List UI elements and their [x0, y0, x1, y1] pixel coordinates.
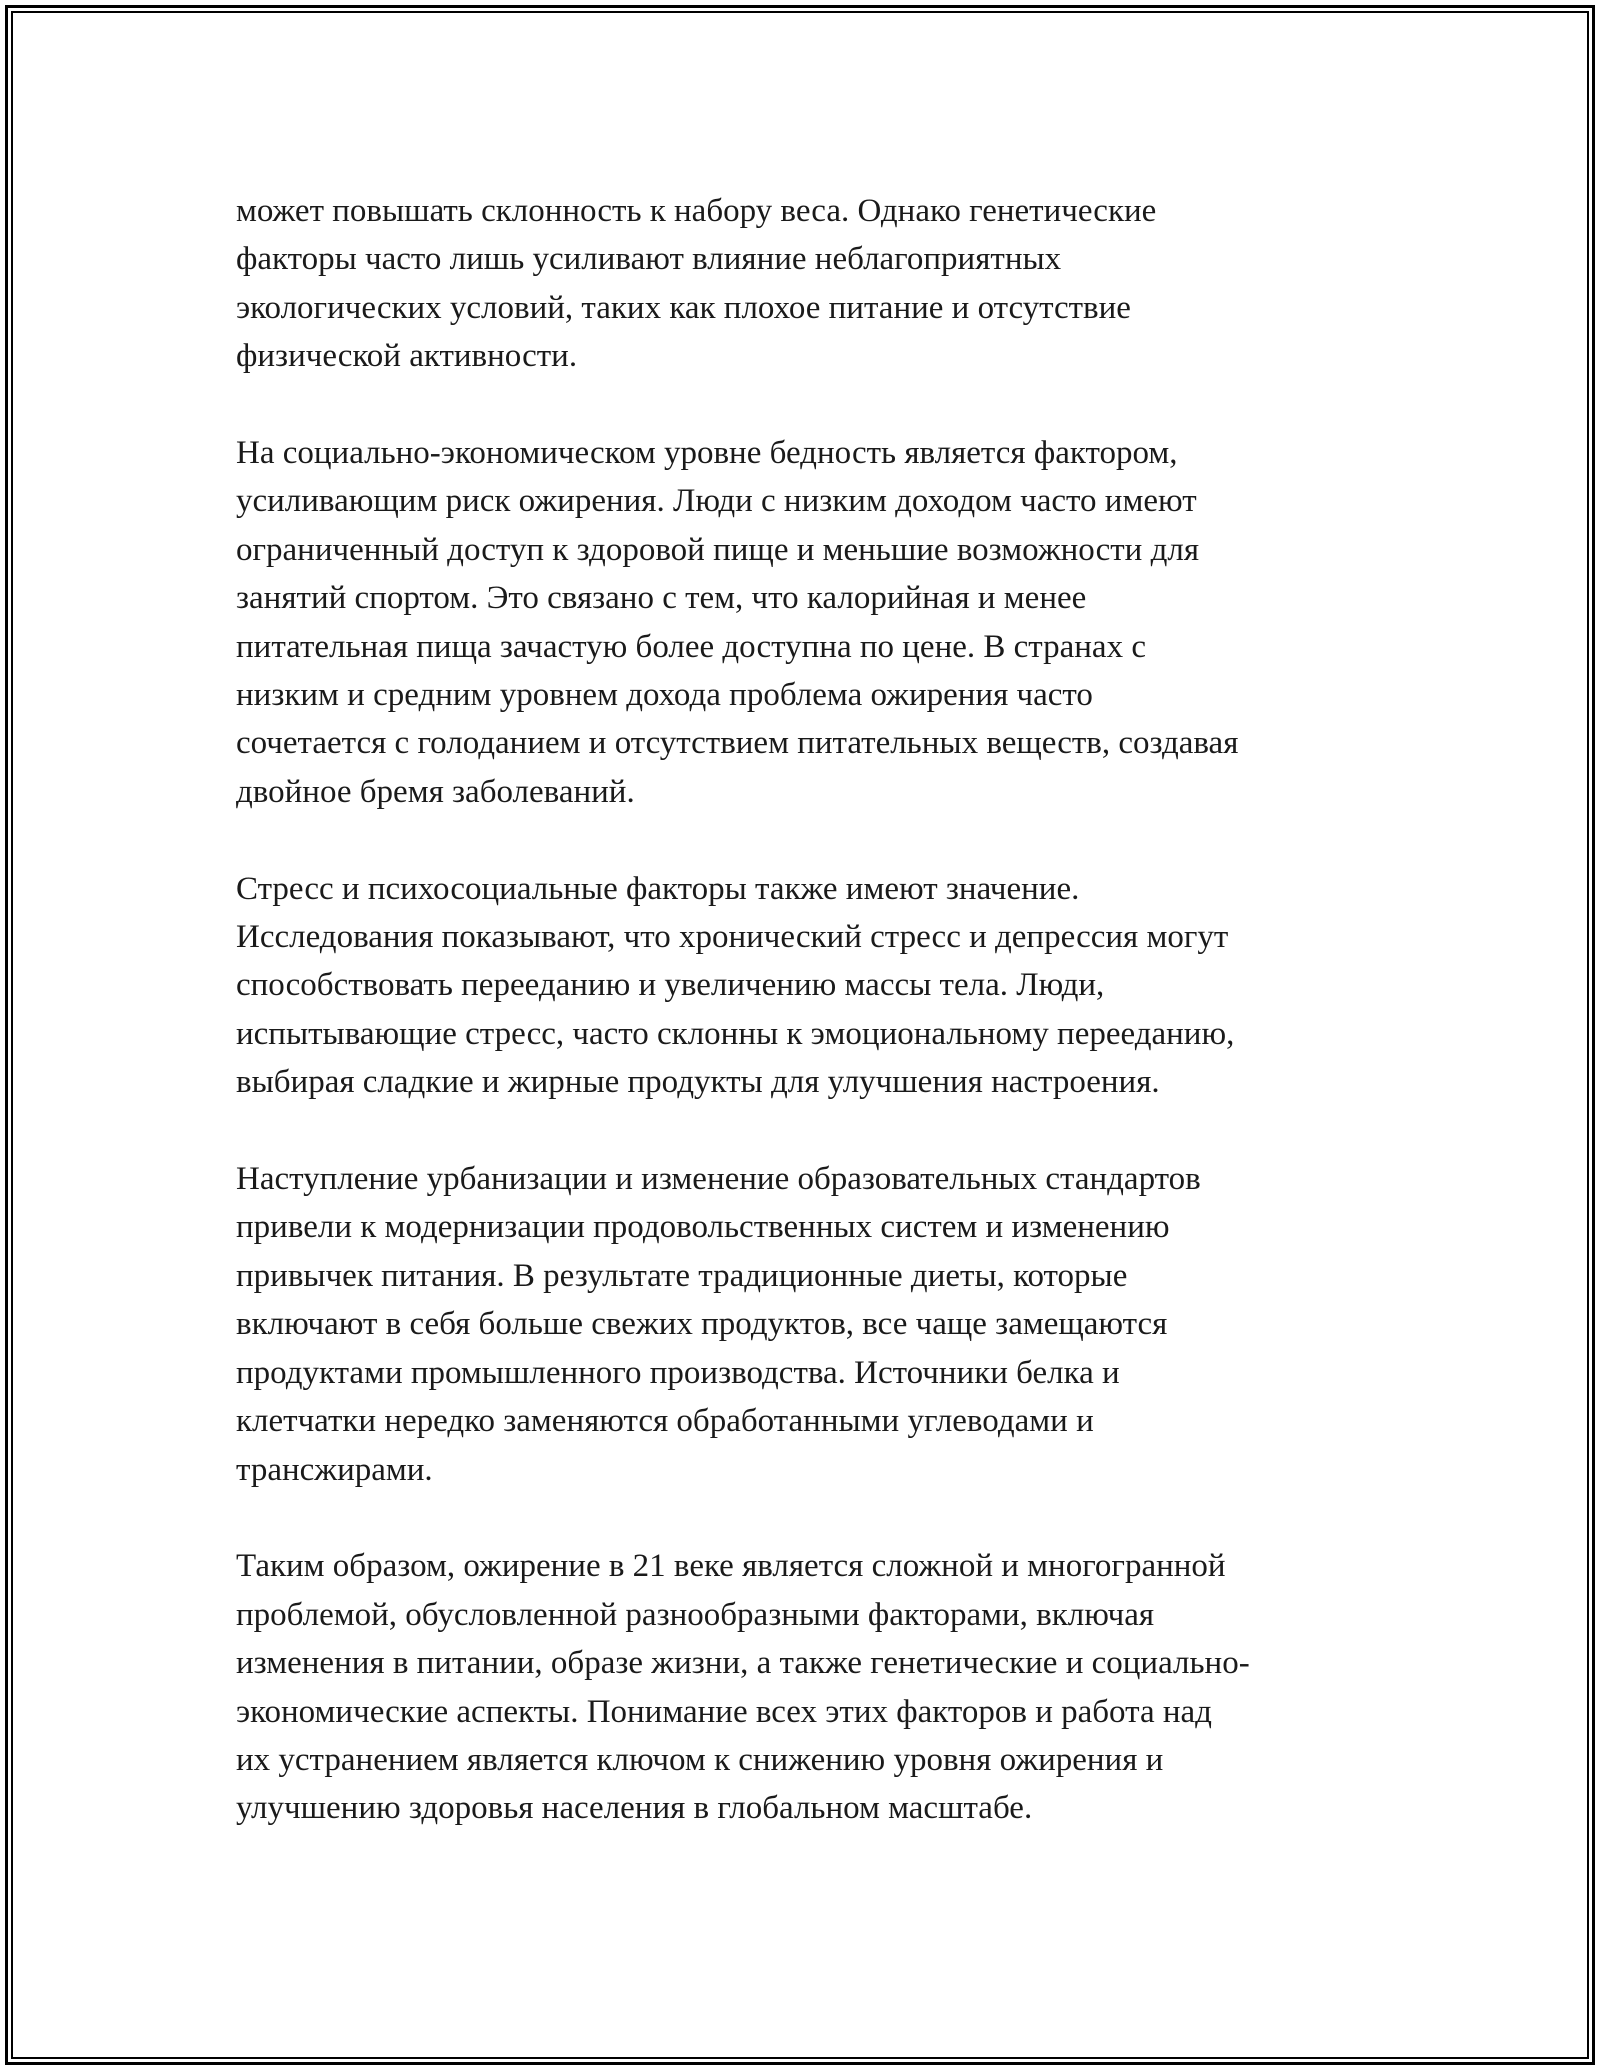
- text-line: ограниченный доступ к здоровой пище и меньшие возможности для: [236, 531, 1200, 568]
- text-line: Наступление урбанизации и изменение образовательных стандартов: [236, 1161, 1201, 1198]
- text-line: их устранением является ключом к снижению уровня ожирения и: [236, 1741, 1164, 1778]
- paragraph-conclusion: [236, 1542, 1376, 1832]
- text-line: Исследования показывают, что хронический стресс и депрессия могут: [236, 919, 1229, 956]
- text-line: включают в себя больше свежих продуктов, все чаще замещаются: [236, 1306, 1168, 1343]
- text-line: факторы часто лишь усиливают влияние неблагоприятных: [236, 241, 1062, 278]
- text-line: клетчатки нередко заменяются обработанными углеводами и: [236, 1403, 1094, 1440]
- text-line: изменения в питании, образе жизни, а также генетические и социально-: [236, 1645, 1250, 1682]
- text-line: физической активности.: [236, 338, 578, 375]
- text-line: занятий спортом. Это связано с тем, что калорийная и менее: [236, 580, 1087, 617]
- text-line: питательная пища зачастую более доступна по цене. В странах с: [236, 628, 1146, 665]
- text-line: усиливающим риск ожирения. Люди с низким доходом часто имеют: [236, 483, 1197, 520]
- text-line: проблемой, обусловленной разнообразными факторами, включая: [236, 1596, 1155, 1633]
- text-line: привели к модернизации продовольственных систем и изменению: [236, 1209, 1170, 1246]
- text-line: испытывающие стресс, часто склонны к эмоциональному перееданию,: [236, 1015, 1235, 1052]
- paragraph-genetics: [236, 187, 1376, 381]
- paragraph-socioeconomic: [236, 429, 1376, 816]
- text-line: выбирая сладкие и жирные продукты для улучшения настроения.: [236, 1064, 1160, 1101]
- text-line: может повышать склонность к набору веса. Однако генетические: [236, 193, 1157, 229]
- text-line: сочетается с голоданием и отсутствием питательных веществ, создавая: [236, 725, 1239, 762]
- text-line: Таким образом, ожирение в 21 веке является сложной и многогранной: [236, 1548, 1226, 1585]
- text-line: улучшению здоровья населения в глобальном масштабе.: [236, 1790, 1033, 1827]
- text-line: экономические аспекты. Понимание всех этих факторов и работа над: [236, 1693, 1212, 1730]
- document-body: [236, 187, 1376, 1881]
- paragraph-urbanization: [236, 1155, 1376, 1494]
- text-line: трансжирами.: [236, 1451, 433, 1488]
- paragraph-stress: [236, 865, 1376, 1107]
- text-line: экологических условий, таких как плохое питание и отсутствие: [236, 289, 1131, 326]
- text-line: низким и средним уровнем дохода проблема ожирения часто: [236, 677, 1093, 714]
- text-line: Стресс и психосоциальные факторы также имеют значение.: [236, 870, 1080, 907]
- text-line: двойное бремя заболеваний.: [236, 773, 635, 810]
- text-line: продуктами промышленного производства. Источники белка и: [236, 1354, 1120, 1391]
- text-line: привычек питания. В результате традиционные диеты, которые: [236, 1257, 1128, 1294]
- text-line: На социально-экономическом уровне бедность является фактором,: [236, 435, 1178, 472]
- text-line: способствовать перееданию и увеличению массы тела. Люди,: [236, 967, 1105, 1004]
